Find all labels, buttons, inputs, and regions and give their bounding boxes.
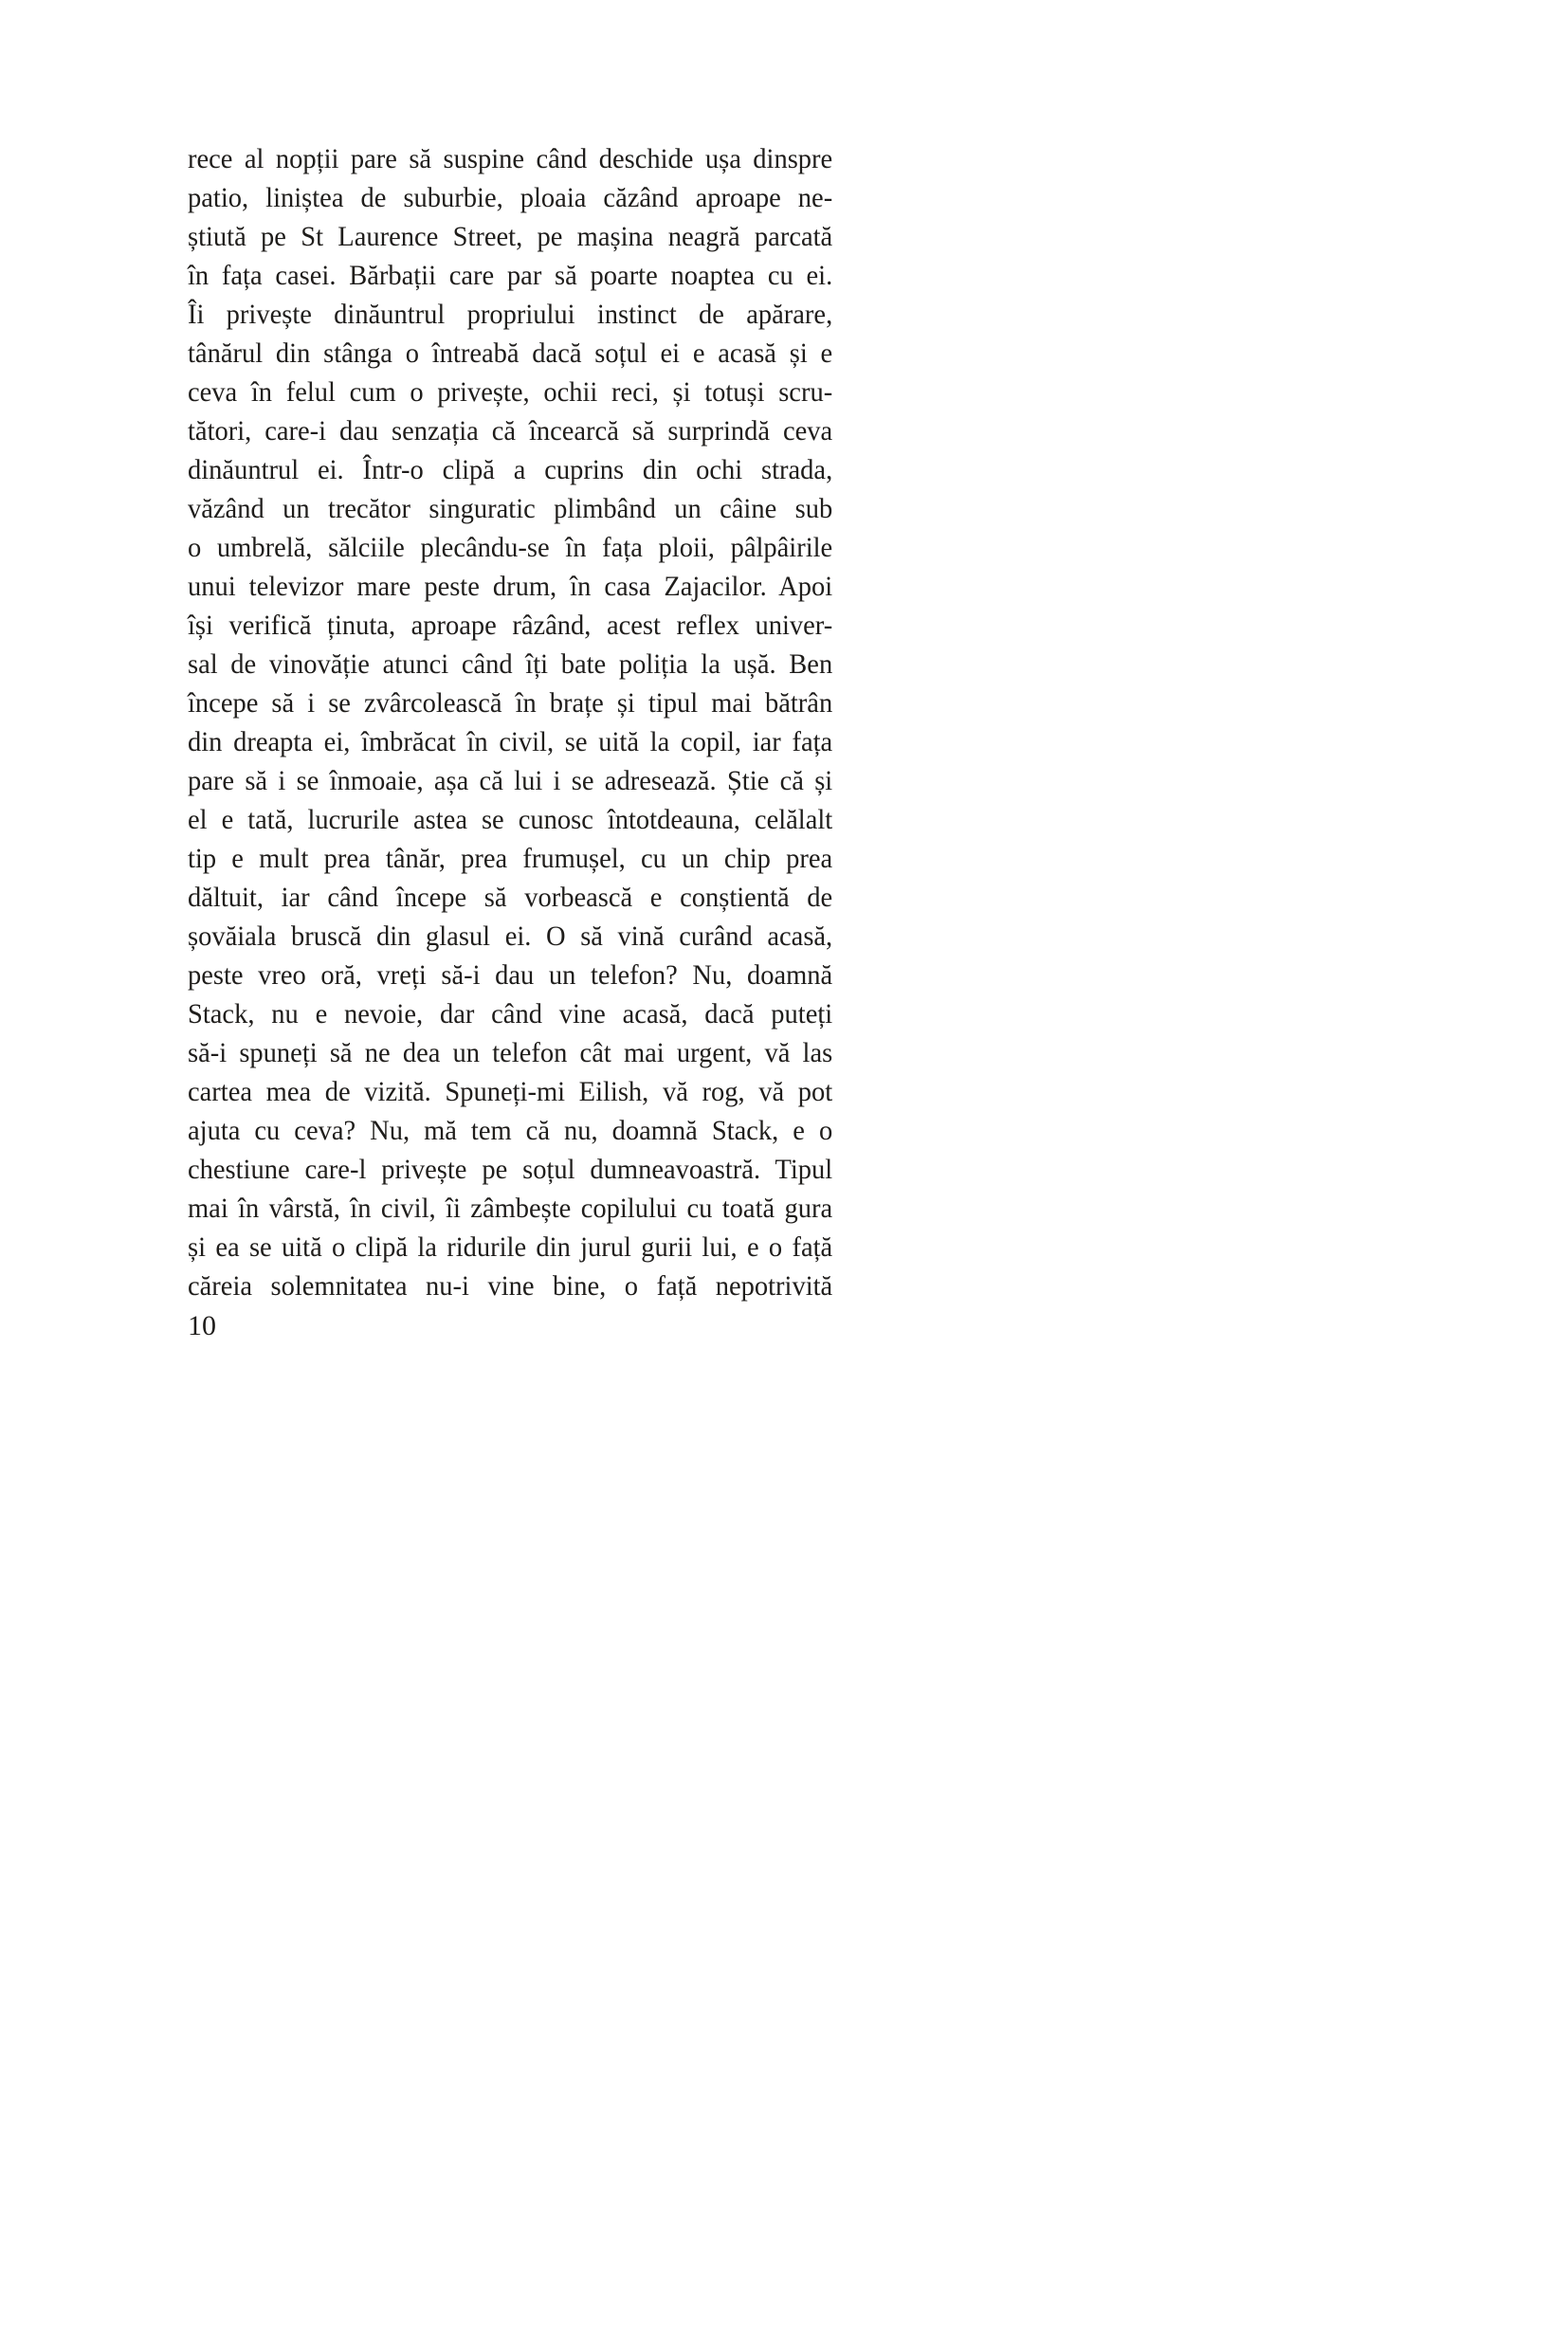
- text-line: ceva în felul cum o privește, ochii reci, și totuși scru-: [188, 376, 833, 408]
- text-line: rece al nopții pare să suspine când deschide ușa dinspre: [188, 143, 833, 174]
- text-line: dăltuit, iar când începe să vorbească e conștientă de: [188, 882, 833, 913]
- text-line: văzând un trecător singuratic plimbând un câine sub: [188, 493, 833, 524]
- text-line: el e tată, lucrurile astea se cunosc întotdeauna, celălalt: [188, 804, 833, 835]
- text-line: o umbrelă, sălciile plecându-se în fața ploii, pâlpâirile: [188, 532, 833, 563]
- text-line: șovăiala bruscă din glasul ei. O să vină curând acasă,: [188, 920, 833, 952]
- text-line: mai în vârstă, în civil, îi zâmbește copilului cu toată gura: [188, 1193, 833, 1224]
- text-line: știută pe St Laurence Street, pe mașina neagră parcată: [188, 221, 833, 252]
- text-line: căreia solemnitatea nu-i vine bine, o față nepotrivită: [188, 1270, 833, 1302]
- page-number: 10: [188, 1310, 216, 1341]
- text-line: începe să i se zvârcolească în brațe și tipul mai bătrân: [188, 687, 833, 719]
- text-line: peste vreo oră, vreți să-i dau un telefon? Nu, doamnă: [188, 959, 833, 991]
- text-line: tip e mult prea tânăr, prea frumușel, cu un chip prea: [188, 843, 833, 874]
- text-line: tători, care-i dau senzația că încearcă să surprindă ceva: [188, 415, 833, 447]
- text-line: și ea se uită o clipă la ridurile din jurul gurii lui, e o față: [188, 1231, 833, 1263]
- text-line: patio, liniștea de suburbie, ploaia căzând aproape ne-: [188, 182, 833, 213]
- text-line: ajuta cu ceva? Nu, mă tem că nu, doamnă Stack, e o: [188, 1115, 833, 1146]
- text-line: își verifică ținuta, aproape râzând, acest reflex univer-: [188, 610, 833, 641]
- text-line: cartea mea de vizită. Spuneți-mi Eilish, vă rog, vă pot: [188, 1076, 833, 1107]
- text-line: Îi privește dinăuntrul propriului instinct de apărare,: [188, 299, 833, 330]
- text-line: să-i spuneți să ne dea un telefon cât mai urgent, vă las: [188, 1037, 833, 1068]
- text-line: chestiune care-l privește pe soțul dumneavoastră. Tipul: [188, 1154, 833, 1185]
- text-line: unui televizor mare peste drum, în casa Zajacilor. Apoi: [188, 571, 833, 602]
- text-line: sal de vinovăție atunci când îți bate poliția la ușă. Ben: [188, 648, 833, 680]
- text-line: pare să i se înmoaie, așa că lui i se adresează. Știe că și: [188, 765, 833, 796]
- text-line: tânărul din stânga o întreabă dacă soțul ei e acasă și e: [188, 337, 833, 369]
- body-text-block: [188, 139, 832, 1305]
- text-line: Stack, nu e nevoie, dar când vine acasă, dacă puteți: [188, 998, 833, 1030]
- text-line: dinăuntrul ei. Într-o clipă a cuprins din ochi strada,: [188, 454, 833, 485]
- text-line: în fața casei. Bărbații care par să poarte noaptea cu ei.: [188, 260, 833, 291]
- text-line: din dreapta ei, îmbrăcat în civil, se uită la copil, iar fața: [188, 726, 833, 757]
